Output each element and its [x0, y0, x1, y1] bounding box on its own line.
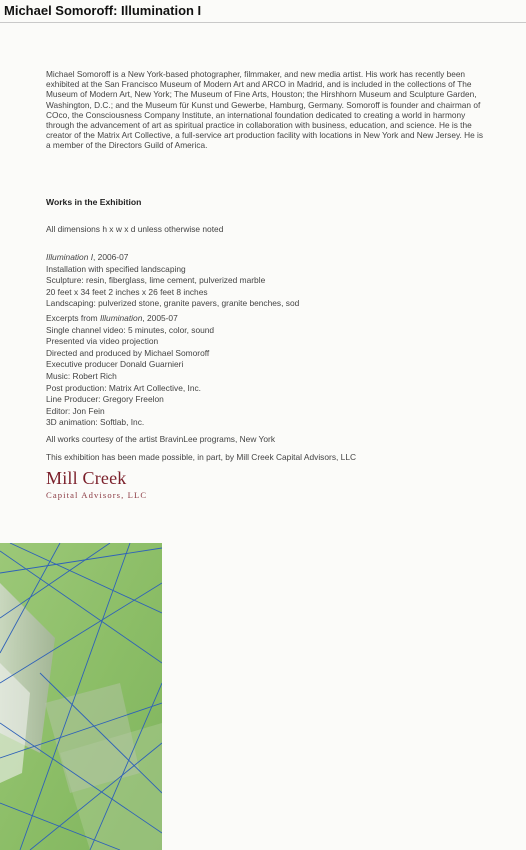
page-title: Michael Somoroff: Illumination I: [4, 3, 202, 18]
header-rule: [0, 22, 526, 23]
work-detail-line: Landscaping: pulverized stone, granite pavers, granite benches, sod: [46, 298, 300, 309]
work-detail-line: 20 feet x 34 feet 2 inches x 26 feet 8 inches: [46, 286, 208, 297]
work-title-line: [46, 313, 466, 325]
work-detail-line: Directed and produced by Michael Somoroff: [46, 347, 210, 358]
logo-subtitle: Capital Advisors, LLC: [46, 490, 148, 500]
logo-name: Mill Creek: [46, 468, 127, 488]
work-title: Illumination I: [46, 252, 94, 262]
work-entry-illumination-i: [46, 252, 466, 310]
mill-creek-logo: [46, 468, 147, 500]
artist-bio: Michael Somoroff is a New York-based photographer, filmmaker, and new media artist. His work has recently been exhibited at the San Francisco Museum of Modern Art and ARCO in Madrid, and is included in the collections of The Museum of Modern Art, New York; The Museum of Fine Arts, Houston; the Hirshhorn Museum and Sculpture Garden, Washington, D.C.; and the Museum für Kunst und Gewerbe, Hamburg, Germany. Somoroff is founder and chairman of COco, the Consciousness Company Institute, an international foundation dedicated to creating a world in harmony through the advancement of art as spiritual practice in collaboration with business, education, and science. He is the creator of the Matrix Art Collective, a full-service art production facility with locations in New York and New Jersey. He is a member of the Directors Guild of America.: [46, 69, 483, 151]
dimensions-note: All dimensions h x w x d unless otherwise noted: [46, 224, 224, 234]
work-title-line: [46, 252, 466, 264]
works-heading: Works in the Exhibition: [46, 197, 142, 207]
work-detail-line: Editor: Jon Fein: [46, 405, 105, 416]
work-title: Illumination: [99, 313, 143, 323]
work-year: , 2005-07: [142, 313, 178, 323]
courtesy-note: All works courtesy of the artist BravinLee programs, New York: [46, 434, 276, 444]
work-detail-line: Music: Robert Rich: [46, 370, 117, 381]
green-abstract-artwork-image: [0, 543, 162, 850]
work-detail-line: 3D animation: Softlab, Inc.: [46, 417, 145, 428]
work-detail-line: Sculpture: resin, fiberglass, lime cement, pulverized marble: [46, 275, 266, 286]
work-entry-illumination-video: [46, 313, 466, 429]
work-year: , 2006-07: [93, 252, 129, 262]
work-detail-line: Post production: Matrix Art Collective, Inc.: [46, 382, 201, 393]
work-detail-line: Presented via video projection: [46, 336, 159, 347]
work-detail-line: Installation with specified landscaping: [46, 263, 186, 274]
work-detail-line: Single channel video: 5 minutes, color, sound: [46, 324, 215, 335]
work-detail-line: Line Producer: Gregory Freelon: [46, 394, 164, 405]
work-prefix: Excerpts from: [46, 313, 100, 323]
sponsor-note: This exhibition has been made possible, in part, by Mill Creek Capital Advisors, LLC: [46, 452, 357, 462]
work-detail-line: Executive producer Donald Guarnieri: [46, 359, 184, 370]
